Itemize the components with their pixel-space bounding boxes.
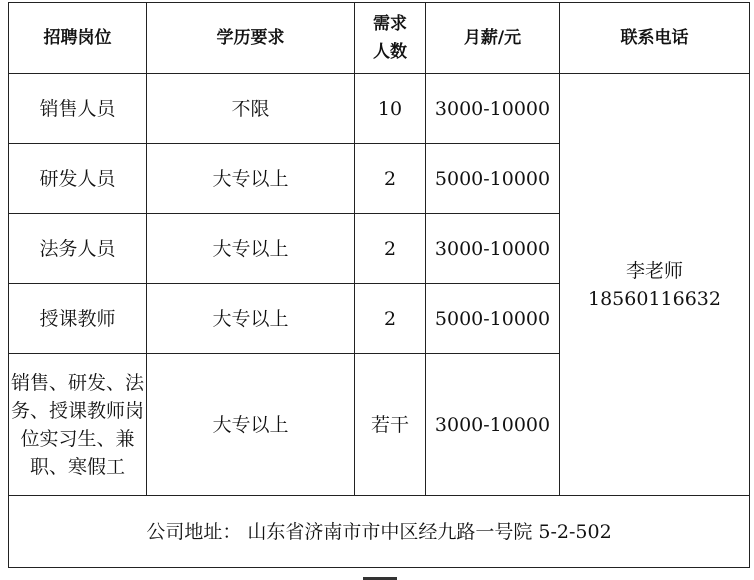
cell-count: 若干 <box>355 354 426 496</box>
cell-count: 2 <box>355 144 426 214</box>
header-contact: 联系电话 <box>560 3 750 74</box>
header-salary: 月薪/元 <box>426 3 560 74</box>
address-row <box>9 496 750 568</box>
cell-position: 销售、研发、法务、授课教师岗位实习生、兼职、寒假工 <box>9 354 147 496</box>
cell-contact <box>560 74 750 496</box>
cell-position: 授课教师 <box>9 284 147 354</box>
cell-education: 大专以上 <box>147 214 355 284</box>
recruitment-table <box>8 2 750 568</box>
cell-position: 研发人员 <box>9 144 147 214</box>
header-position: 招聘岗位 <box>9 3 147 74</box>
table-row <box>9 74 750 144</box>
cell-position: 销售人员 <box>9 74 147 144</box>
cell-salary: 5000-10000 <box>426 284 560 354</box>
company-address: 公司地址： 山东省济南市市中区经九路一号院 5-2-502 <box>9 496 750 568</box>
cell-education: 不限 <box>147 74 355 144</box>
header-count-line1: 需求 <box>373 14 407 34</box>
cell-education: 大专以上 <box>147 144 355 214</box>
header-count-line2: 人数 <box>373 42 407 62</box>
table-header-row <box>9 3 750 74</box>
cell-salary: 3000-10000 <box>426 74 560 144</box>
cell-count: 10 <box>355 74 426 144</box>
header-education: 学历要求 <box>147 3 355 74</box>
cell-salary: 5000-10000 <box>426 144 560 214</box>
cell-count: 2 <box>355 284 426 354</box>
cell-count: 2 <box>355 214 426 284</box>
cell-education: 大专以上 <box>147 284 355 354</box>
cell-salary: 3000-10000 <box>426 354 560 496</box>
header-count <box>355 3 426 74</box>
cell-education: 大专以上 <box>147 354 355 496</box>
cell-salary: 3000-10000 <box>426 214 560 284</box>
contact-phone: 18560116632 <box>588 287 721 310</box>
contact-name: 李老师 <box>625 259 683 282</box>
cell-position: 法务人员 <box>9 214 147 284</box>
